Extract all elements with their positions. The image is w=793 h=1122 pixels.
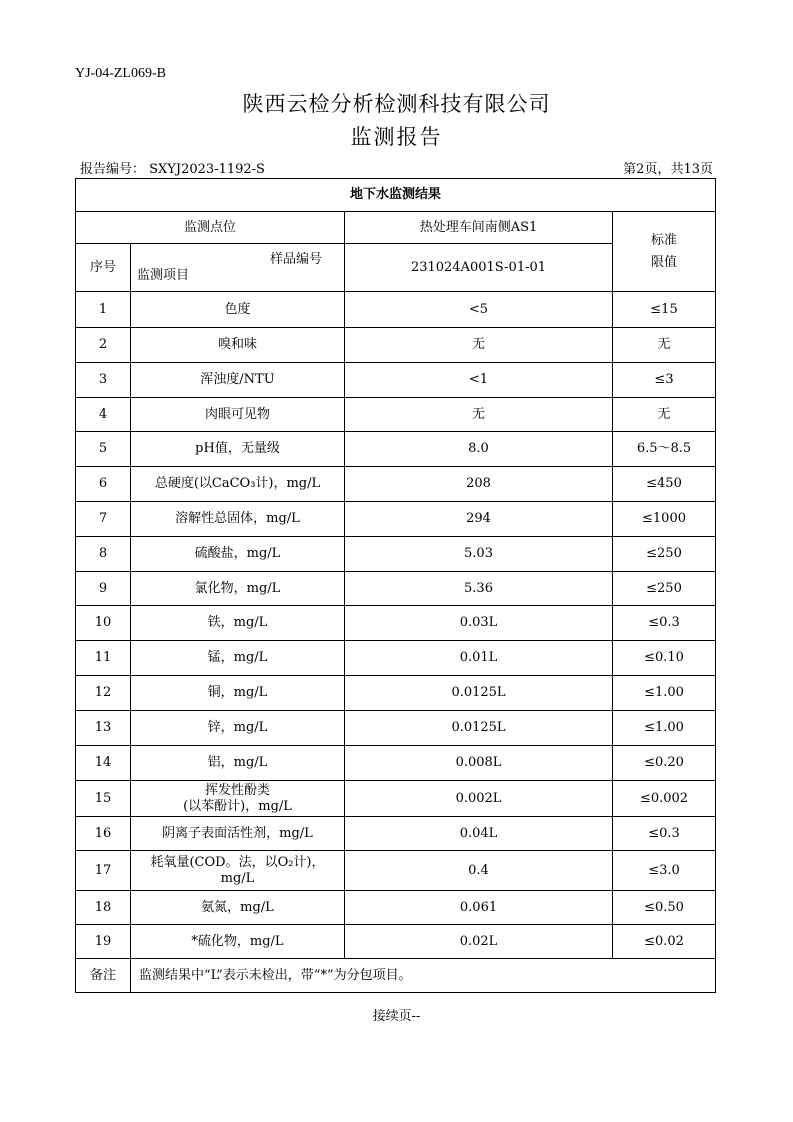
standard-label: 标准限值 [650,232,677,270]
table-row [76,328,716,363]
table-row [76,292,716,328]
row-item [131,606,345,641]
row-item [131,851,345,891]
results-table-body [76,179,716,993]
row-limit: 无 [613,398,716,432]
table-row [76,467,716,502]
row-item-line-2: (以苯酚计)，mg/L [183,798,292,814]
row-limit: ≤15 [613,292,716,328]
row-seq: 4 [76,398,131,432]
row-item-line: 肉眼可见物 [204,406,270,422]
row-item [131,925,345,959]
sample-value: 231024A001S-01-01 [345,244,613,292]
row-item [131,398,345,432]
item-label: 监测项目 [137,267,190,283]
row-seq: 11 [76,641,131,676]
row-seq: 16 [76,817,131,851]
row-item [131,363,345,398]
row-item-line: 铁，mg/L [207,615,268,630]
row-seq: 18 [76,891,131,925]
row-item [131,537,345,572]
results-table [75,178,716,993]
row-value: 208 [345,467,613,502]
row-item-line-2: mg/L [220,870,255,886]
note-row [76,959,716,993]
row-seq: 3 [76,363,131,398]
row-seq: 13 [76,711,131,746]
row-item [131,432,345,467]
row-item [131,292,345,328]
row-item-line: 浑浊度/NTU [200,372,275,387]
standard-limit-header [613,212,716,292]
note-label: 备注 [76,959,131,993]
table-title: 地下水监测结果 [76,179,716,212]
row-item-line: 嗅和味 [217,337,257,352]
row-limit: ≤250 [613,537,716,572]
seq-label: 序号 [76,244,131,292]
table-row [76,925,716,959]
row-seq: 2 [76,328,131,363]
row-limit: ≤0.10 [613,641,716,676]
row-seq: 6 [76,467,131,502]
row-item-line: 总硬度(以CaCO₃计)，mg/L [154,476,321,491]
point-row [76,212,716,244]
row-item-line: 阴离子表面活性剂，mg/L [162,825,313,841]
row-value: 294 [345,502,613,537]
row-value: 8.0 [345,432,613,467]
row-value: 0.0125L [345,711,613,746]
row-limit: ≤1.00 [613,676,716,711]
row-limit: ≤0.50 [613,891,716,925]
table-row [76,606,716,641]
row-item [131,467,345,502]
row-item-line: pH值，无量级 [195,441,280,456]
row-item [131,676,345,711]
report-number: 报告编号： SXYJ2023-1192-S [80,162,265,177]
row-item-line: 挥发性酚类 [204,782,270,798]
row-item [131,781,345,817]
row-value: 5.03 [345,537,613,572]
row-seq: 19 [76,925,131,959]
row-seq: 9 [76,572,131,606]
row-value: 0.4 [345,851,613,891]
row-limit: 6.5～8.5 [613,432,716,467]
row-seq: 10 [76,606,131,641]
row-item-line: 溶解性总固体，mg/L [175,511,300,526]
row-seq: 14 [76,746,131,781]
row-limit: ≤0.3 [613,606,716,641]
row-value: 0.0125L [345,676,613,711]
table-row [76,711,716,746]
row-limit: ≤3 [613,363,716,398]
row-item-line: 铜，mg/L [207,685,268,700]
table-row [76,363,716,398]
row-item-line: *硫化物，mg/L [191,933,284,949]
row-item-line: 锰，mg/L [207,650,268,665]
row-item-line: 耗氧量(COD。法，以O₂计)， [150,854,325,870]
table-row [76,398,716,432]
footer-continued: 接续页-- [372,1009,421,1024]
row-item [131,502,345,537]
row-item-line: 铝，mg/L [207,755,268,770]
page-info: 第2页，共13页 [623,162,713,177]
row-value: 0.02L [345,925,613,959]
row-limit: ≤0.3 [613,817,716,851]
row-value: 0.04L [345,817,613,851]
table-row [76,676,716,711]
row-item-line: 氯化物，mg/L [194,580,281,596]
table-row [76,572,716,606]
table-row [76,746,716,781]
row-seq: 5 [76,432,131,467]
row-value: 0.008L [345,746,613,781]
row-value: 0.002L [345,781,613,817]
table-row [76,432,716,467]
row-seq: 12 [76,676,131,711]
row-value: <1 [345,363,613,398]
row-item [131,817,345,851]
row-limit: ≤0.002 [613,781,716,817]
table-row [76,781,716,817]
row-item [131,891,345,925]
row-value: 无 [345,328,613,363]
table-row [76,502,716,537]
row-item [131,328,345,363]
point-value: 热处理车间南侧AS1 [345,212,613,244]
row-item-line: 氨氮，mg/L [201,899,274,915]
row-limit: ≤250 [613,572,716,606]
table-row [76,891,716,925]
row-seq: 15 [76,781,131,817]
row-value: 无 [345,398,613,432]
row-item [131,572,345,606]
row-limit: ≤1.00 [613,711,716,746]
note-text: 监测结果中“L”表示未检出，带“*”为分包项目。 [131,959,716,993]
row-limit: 无 [613,328,716,363]
row-item-line: 硫酸盐，mg/L [194,546,281,561]
row-value: 0.03L [345,606,613,641]
table-row [76,641,716,676]
row-seq: 8 [76,537,131,572]
table-row [76,537,716,572]
table-row [76,851,716,891]
company-name: 陕西云检分析检测科技有限公司 [242,92,551,116]
row-item [131,746,345,781]
document-code: YJ-04-ZL069-B [75,66,166,81]
row-seq: 1 [76,292,131,328]
row-limit: ≤1000 [613,502,716,537]
row-seq: 17 [76,851,131,891]
row-limit: ≤450 [613,467,716,502]
table-title-row [76,179,716,212]
report-title: 监测报告 [350,125,443,149]
row-limit: ≤0.02 [613,925,716,959]
row-value: <5 [345,292,613,328]
row-item [131,711,345,746]
row-value: 0.01L [345,641,613,676]
sample-label: 样品编号 [269,251,322,267]
row-item-line: 锌，mg/L [207,720,268,735]
row-value: 5.36 [345,572,613,606]
row-item-line: 色度 [224,301,251,317]
row-seq: 7 [76,502,131,537]
sample-item-header [131,244,345,292]
row-value: 0.061 [345,891,613,925]
table-row [76,817,716,851]
row-item [131,641,345,676]
row-limit: ≤0.20 [613,746,716,781]
row-limit: ≤3.0 [613,851,716,891]
point-label: 监测点位 [76,212,345,244]
